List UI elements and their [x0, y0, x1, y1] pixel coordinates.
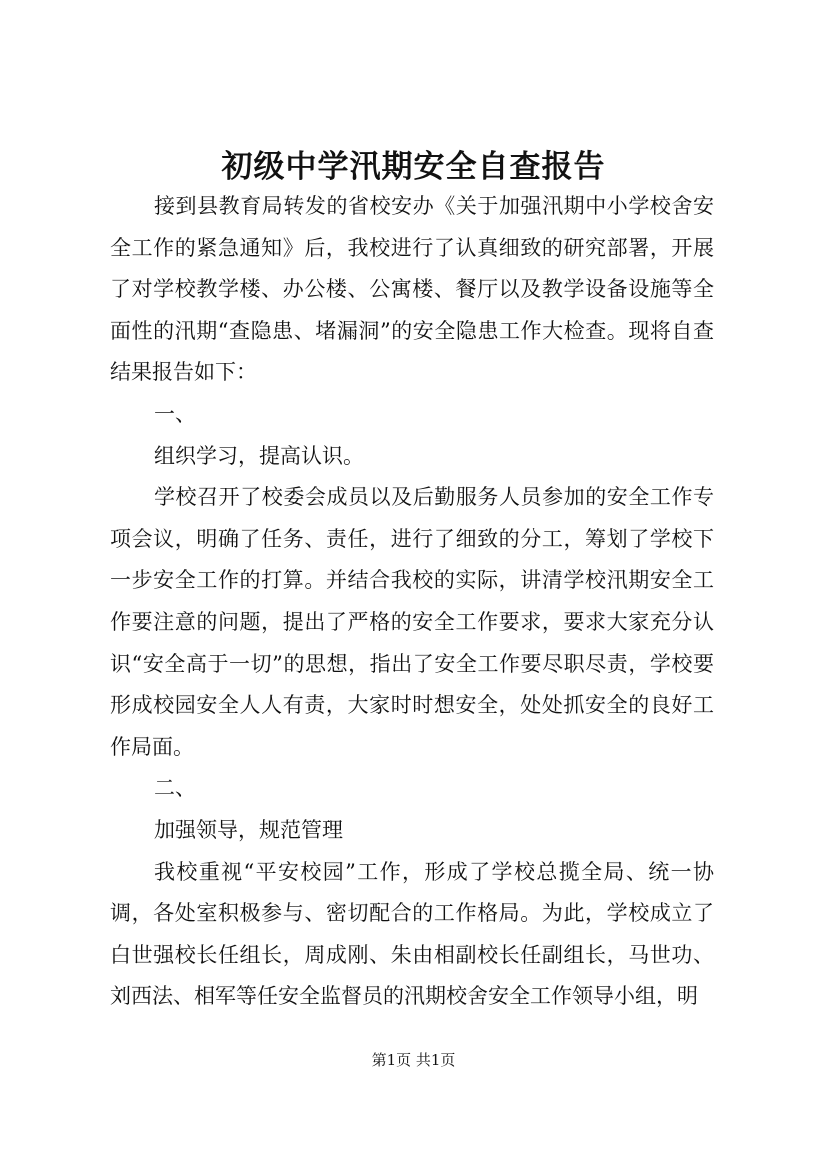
section-body-1: 学校召开了校委会成员以及后勤服务人员参加的安全工作专项会议，明确了任务、责任，进行了细致的分工，筹划了学校下一步安全工作的打算。并结合我校的实际，讲清学校汛期安全工作要注意的问题，提出了严格的安全工作要求，要求大家充分认识“安全高于一切”的思想，指出了安全工作要尽职尽责，学校要形成校园安全人人有责，大家时时想安全，处处抓安全的良好工作局面。 — [110, 485, 714, 759]
section-number-2: 二、 — [154, 776, 196, 801]
document-title: 初级中学汛期安全自查报告 — [221, 149, 606, 185]
section-body-2: 我校重视“平安校园”工作，形成了学校总揽全局、统一协调，各处室积极参与、密切配合的工作格局。为此，学校成立了白世强校长任组长，周成刚、朱由相副校长任副组长，马世功、刘西法、相军等任安全监督员的汛期校舍安全工作领导小组，明 — [110, 859, 714, 1009]
page-footer: 第1页 共1页 — [371, 1051, 456, 1069]
paragraph-intro: 接到县教育局转发的省校安办《关于加强汛期中小学校舍安全工作的紧急通知》后，我校进行了认真细致的研究部署，开展了对学校教学楼、办公楼、公寓楼、餐厅以及教学设备设施等全面性的汛期“查隐患、堵漏洞”的安全隐患工作大检查。现将自查结果报告如下： — [110, 194, 714, 385]
section-heading-1: 组织学习，提高认识。 — [154, 443, 364, 468]
document-body — [110, 186, 714, 1018]
section-number-1: 一、 — [154, 401, 196, 426]
section-heading-2: 加强领导，规范管理 — [154, 817, 343, 842]
